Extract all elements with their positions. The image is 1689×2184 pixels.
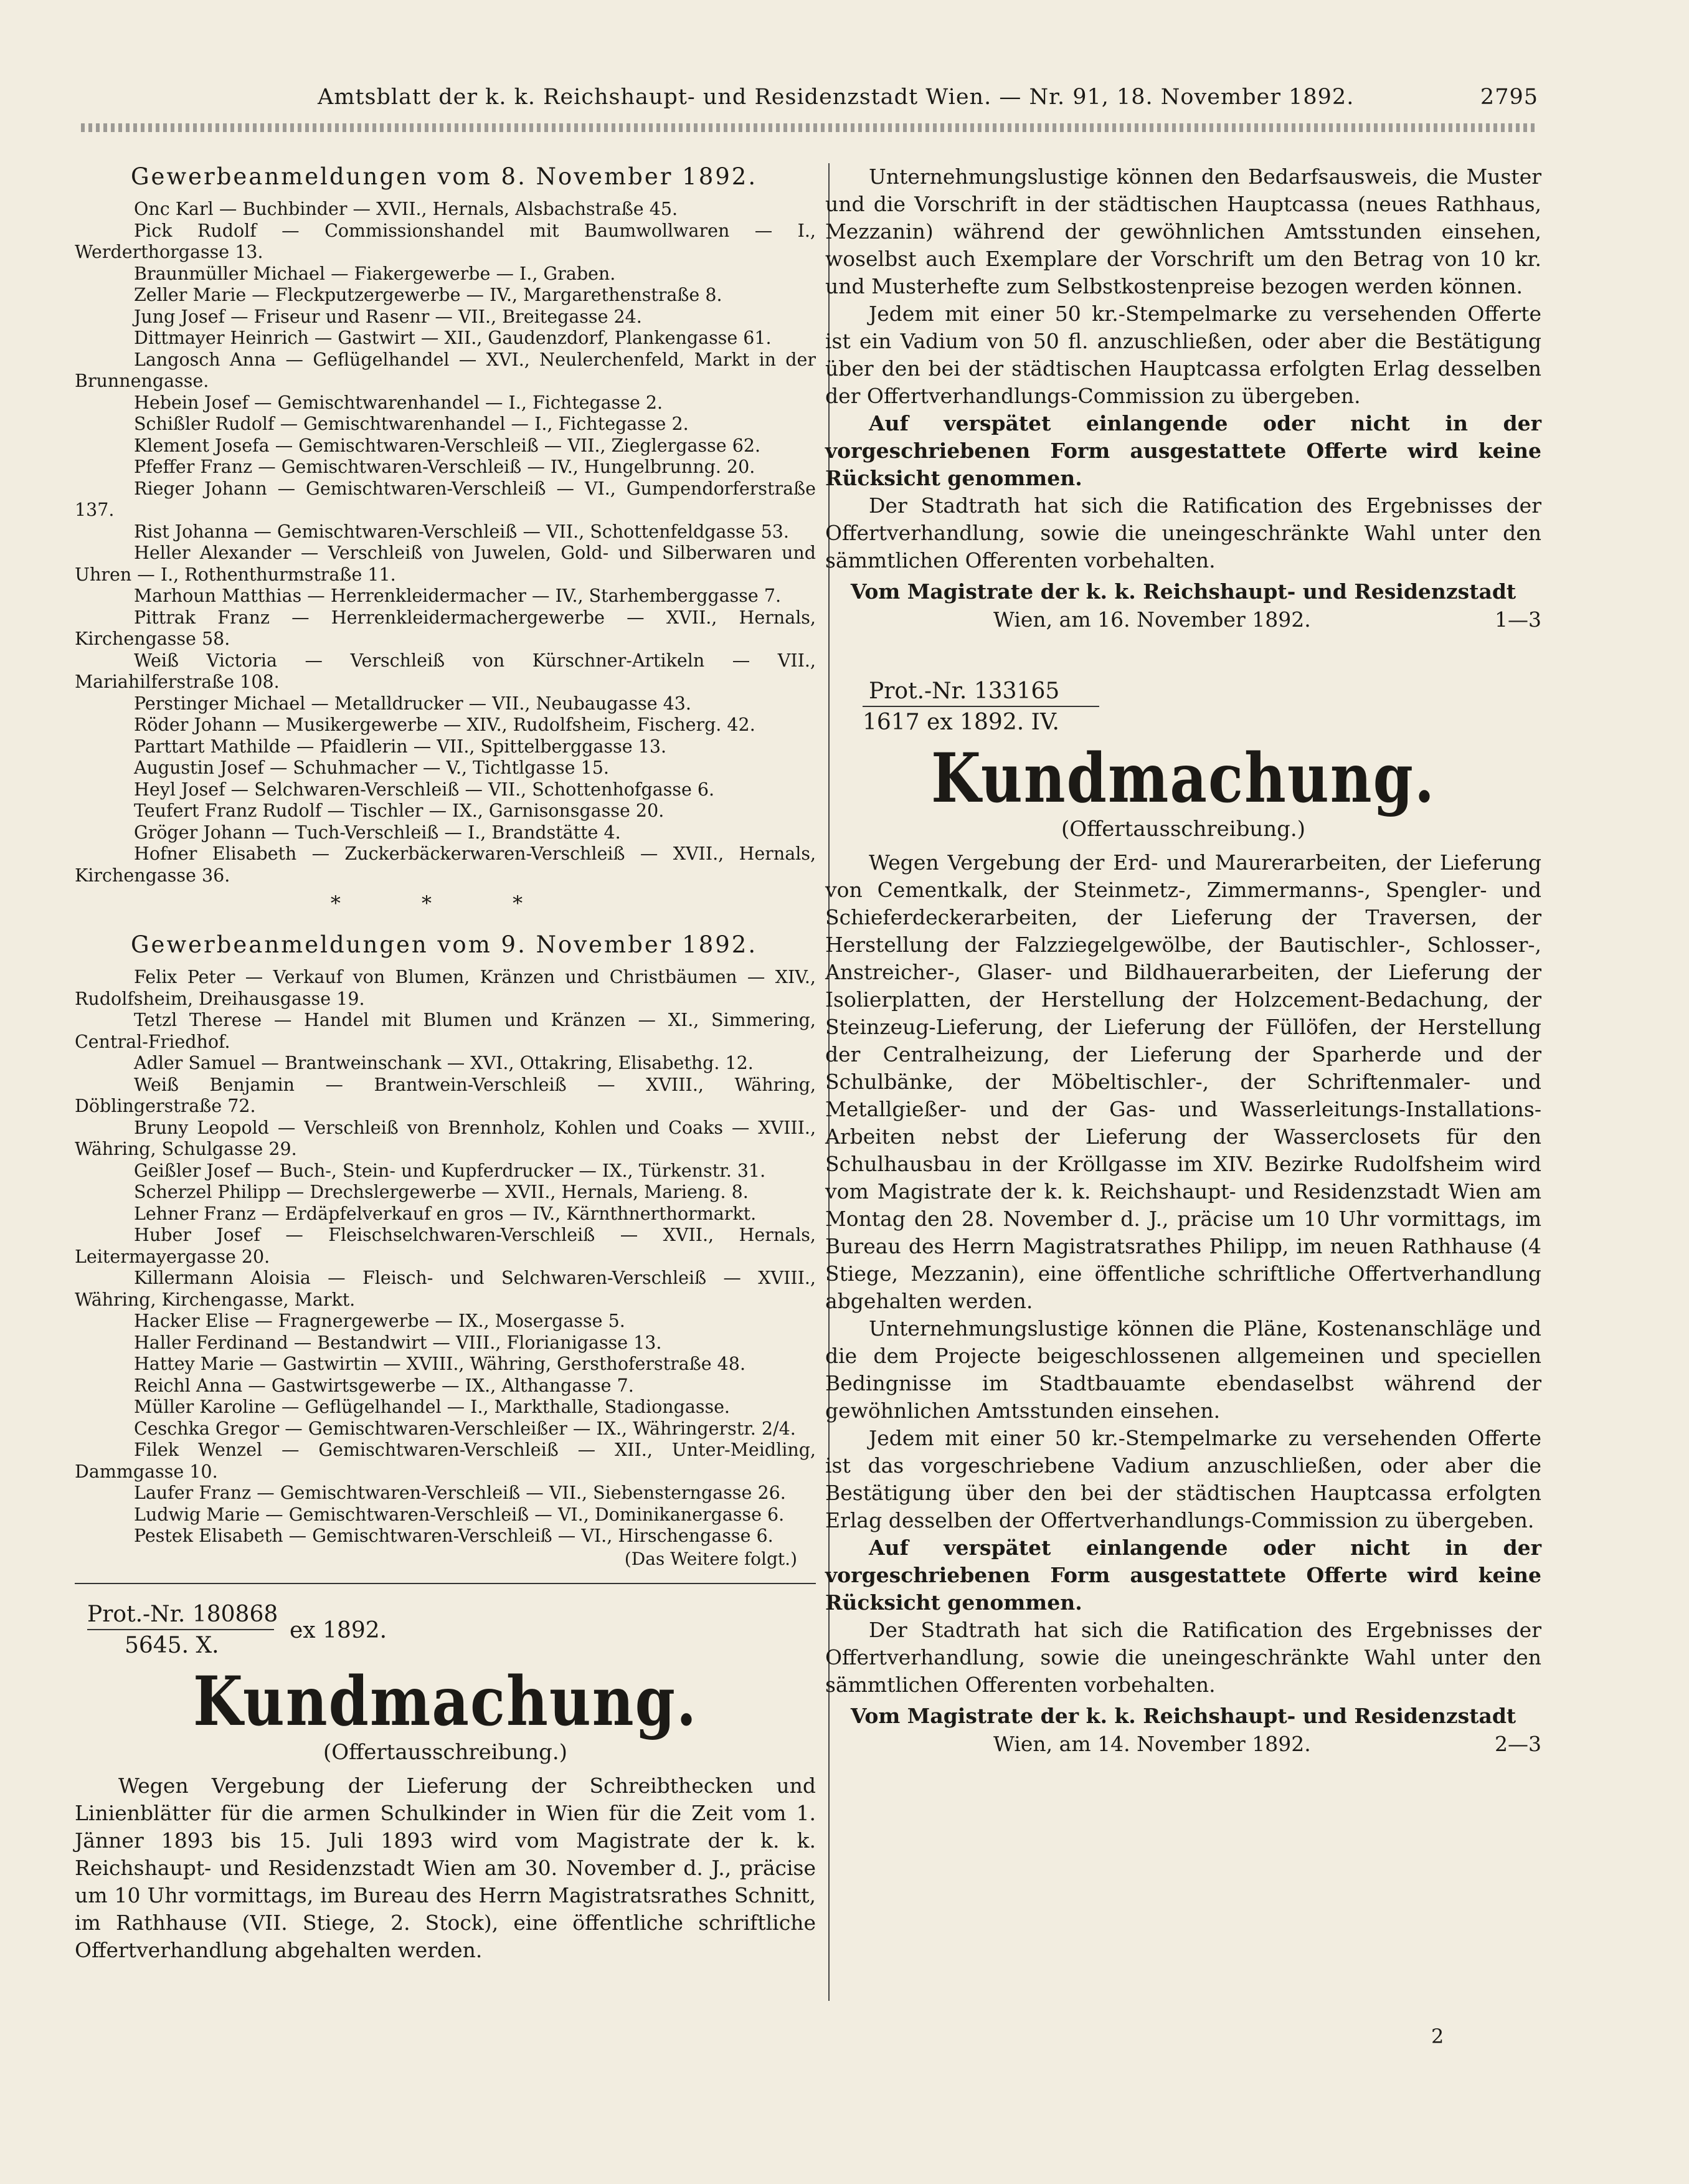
list-item: Pestek Elisabeth — Gemischtwaren-Verschleiß — VI., Hirschengasse 6. xyxy=(134,1526,774,1546)
list-item: Klement Josefa — Gemischtwaren-Verschleiß — VII., Zieglergasse 62. xyxy=(134,435,761,456)
list-item: Pittrak Franz — Herrenkleidermachergewerbe — XVII., Hernals, Kirchengasse 58. xyxy=(75,607,816,649)
list-item: Gröger Johann — Tuch-Verschleiß — I., Brandstätte 4. xyxy=(134,822,621,843)
notice-continuation-p2: Jedem mit einer 50 kr.-Stempelmarke zu versehenden Offerte ist ein Vadium von 50 fl. anzuschließen, oder aber die Bestätigung über den bei der städtischen Hauptcassa erfolgten Erlag desselben der Offertverhandlungs-Commission zu übergeben. xyxy=(825,301,1541,408)
notice-reference xyxy=(75,1602,816,1664)
list-item: Teufert Franz Rudolf — Tischler — IX., Garnisonsgasse 20. xyxy=(134,800,665,821)
list-item: Rist Johanna — Gemischtwaren-Verschleiß — VII., Schottenfeldgasse 53. xyxy=(134,521,789,542)
list-item: Braunmüller Michael — Fiakergewerbe — I., Graben. xyxy=(134,263,616,284)
notice2-title: Kundmachung. xyxy=(930,738,1436,818)
list-item: Onc Karl — Buchbinder — XVII., Hernals, Alsbachstraße 45. xyxy=(134,199,678,219)
insertion-number: 1—3 xyxy=(1495,607,1541,632)
notice-date-row xyxy=(825,607,1541,635)
continued-note: (Das Weitere folgt.) xyxy=(624,1548,797,1569)
reference-year: ex 1892. xyxy=(290,1617,387,1643)
page-number: 2795 xyxy=(1480,85,1538,110)
list-item: Jung Josef — Friseur und Rasenr — VII., Breitegasse 24. xyxy=(134,306,642,327)
list-item: Ceschka Gregor — Gemischtwaren-Verschleißer — IX., Währingerstr. 2/4. xyxy=(134,1418,796,1439)
list-item: Filek Wenzel — Gemischtwaren-Verschleiß — XII., Unter-Meidling, Dammgasse 10. xyxy=(75,1440,816,1482)
list-item: Parttart Mathilde — Pfaidlerin — VII., Spittelberggasse 13. xyxy=(134,736,667,757)
list-item: Ludwig Marie — Gemischtwaren-Verschleiß — VI., Dominikanergasse 6. xyxy=(134,1504,785,1525)
header-rule xyxy=(81,123,1538,132)
magistrate-signature-2: Vom Magistrate der k. k. Reichshaupt- und Residenzstadt xyxy=(850,1704,1516,1728)
list-item: Bruny Leopold — Verschleiß von Brennholz, Kohlen und Coaks — XVIII., Währing, Schulgasse 29. xyxy=(75,1117,816,1159)
reference-code: 5645. X. xyxy=(125,1632,219,1658)
list-item: Heyl Josef — Selchwaren-Verschleiß — VII., Schottenhofgasse 6. xyxy=(134,779,715,800)
notice2-p3: Jedem mit einer 50 kr.-Stempelmarke zu versehenden Offerte ist das vorgeschriebene Vadium anzuschließen, oder aber die Bestätigung über den bei der städtischen Hauptcassa erfolgten Erlag desselben der Offertverhandlungs-Commission zu übergeben. xyxy=(825,1426,1541,1532)
notice-continuation-p4: Der Stadtrath hat sich die Ratification des Ergebnisses der Offertverhandlung, sowie die uneingeschränkte Wahl unter den sämmtlichen Offerenten vorbehalten. xyxy=(825,493,1541,572)
list-item: Haller Ferdinand — Bestandwirt — VIII., Florianigasse 13. xyxy=(134,1332,662,1353)
section-heading-nov8: Gewerbeanmeldungen vom 8. November 1892. xyxy=(131,163,758,190)
list-item: Reichl Anna — Gastwirtsgewerbe — IX., Althangasse 7. xyxy=(134,1375,634,1396)
notice2-p5: Der Stadtrath hat sich die Ratification des Ergebnisses der Offertverhandlung, sowie die uneingeschränkte Wahl unter den sämmtlichen Offerenten vorbehalten. xyxy=(825,1618,1541,1697)
header-title: Amtsblatt der k. k. Reichshaupt- und Residenzstadt Wien. — Nr. 91, 18. November 1892. xyxy=(318,85,1355,110)
list-item: Röder Johann — Musikergewerbe — XIV., Rudolfsheim, Fischerg. 42. xyxy=(134,715,755,735)
right-column xyxy=(825,163,1541,1759)
list-item: Langosch Anna — Geflügelhandel — XVI., Neulerchenfeld, Markt in der Brunnengasse. xyxy=(75,349,816,391)
list-item: Lehner Franz — Erdäpfelverkauf en gros — IV., Kärnthnerthormarkt. xyxy=(134,1203,757,1224)
notice-date: Wien, am 16. November 1892. xyxy=(993,607,1311,632)
list-item: Geißler Josef — Buch-, Stein- und Kupferdrucker — IX., Türkenstr. 31. xyxy=(134,1160,766,1181)
notice-rule xyxy=(75,1583,816,1584)
spacer xyxy=(825,635,1541,678)
reference-line xyxy=(87,1629,274,1630)
list-item: Hebein Josef — Gemischtwarenhandel — I., Fichtegasse 2. xyxy=(134,392,663,413)
notice-continuation-p1: Unternehmungslustige können den Bedarfsausweis, die Muster und die Vorschrift in der städtischen Hauptcassa (neues Rathhaus, Mezzanin) während der gewöhnlichen Amtsstunden einsehen, woselbst auch Exemplare der Vorschrift um den Betrag von 10 kr. und Musterhefte zum Selbstkostenpreise bezogen werden können. xyxy=(825,164,1541,298)
list-item: Schißler Rudolf — Gemischtwarenhandel — I., Fichtegasse 2. xyxy=(134,414,689,434)
list-item: Weiß Benjamin — Brantwein-Verschleiß — XVIII., Währing, Döblingerstraße 72. xyxy=(75,1074,816,1116)
notice-continuation-p3: Auf verspätet einlangende oder nicht in der vorgeschriebenen Form ausgestattete Offerte wird keine Rücksicht genommen. xyxy=(825,411,1541,490)
notice2-date-row xyxy=(825,1732,1541,1759)
section-separator xyxy=(75,891,816,915)
list-item: Hofner Elisabeth — Zuckerbäckerwaren-Verschleiß — XVII., Hernals, Kirchengasse 36. xyxy=(75,843,816,886)
registration-list-nov9 xyxy=(75,967,816,1547)
notice-body: Wegen Vergebung der Lieferung der Schreibthecken und Linienblätter für die armen Schulkinder in Wien für die Zeit vom 1. Jänner 1893 bis 15. Juli 1893 wird vom Magistrate der k. k. Reichshaupt- und Residenzstadt Wien am 30. November d. J., präcise um 10 Uhr vormittags, im Bureau des Herrn Magistratsrathes Schnitt, im Rathhause (VII. Stiege, 2. Stock), eine öffentliche schriftliche Offertverhandlung abgehalten werden. xyxy=(75,1773,816,1962)
reference-code-2: 1617 ex 1892. IV. xyxy=(863,710,1059,735)
magistrate-signature: Vom Magistrate der k. k. Reichshaupt- und Residenzstadt xyxy=(850,579,1516,604)
list-item: Hacker Elise — Fragnergewerbe — IX., Mosergasse 5. xyxy=(134,1311,625,1331)
notice2-p2: Unternehmungslustige können die Pläne, Kostenanschläge und die dem Projecte beigeschlossenen allgemeinen und speciellen Bedingnisse im Stadtbauamte ebendaselbst während der gewöhnlichen Amtsstunden einsehen. xyxy=(825,1316,1541,1423)
list-item: Adler Samuel — Brantweinschank — XVI., Ottakring, Elisabethg. 12. xyxy=(134,1053,754,1073)
left-column xyxy=(75,163,816,1964)
notice2-reference xyxy=(825,678,1541,741)
list-item: Rieger Johann — Gemischtwaren-Verschleiß — VI., Gumpendorferstraße 137. xyxy=(75,478,816,520)
list-item: Müller Karoline — Geflügelhandel — I., Markthalle, Stadiongasse. xyxy=(134,1397,730,1417)
list-item: Dittmayer Heinrich — Gastwirt — XII., Gaudenzdorf, Plankengasse 61. xyxy=(134,328,772,348)
list-item: Killermann Aloisia — Fleisch- und Selchwaren-Verschleiß — XVIII., Währing, Kirchengasse, Markt. xyxy=(75,1268,816,1310)
notice2-subtitle: (Offertausschreibung.) xyxy=(1061,817,1305,842)
section-heading-nov9: Gewerbeanmeldungen vom 9. November 1892. xyxy=(131,931,758,958)
list-item: Pick Rudolf — Commissionshandel mit Baumwollwaren — I., Werderthorgasse 13. xyxy=(75,220,816,262)
list-item: Weiß Victoria — Verschleiß von Kürschner-Artikeln — VII., Mariahilferstraße 108. xyxy=(75,650,816,692)
protocol-number: Prot.-Nr. 180868 xyxy=(87,1601,278,1627)
list-item: Tetzl Therese — Handel mit Blumen und Kränzen — XI., Simmering, Central-Friedhof. xyxy=(75,1010,816,1052)
list-item: Zeller Marie — Fleckputzergewerbe — IV., Margarethenstraße 8. xyxy=(134,285,722,305)
notice2-date: Wien, am 14. November 1892. xyxy=(993,1732,1311,1756)
list-item: Perstinger Michael — Metalldrucker — VII., Neubaugasse 43. xyxy=(134,693,691,714)
list-item: Pfeffer Franz — Gemischtwaren-Verschleiß — IV., Hungelbrunng. 20. xyxy=(134,457,755,477)
stars-separator: * * * xyxy=(330,891,561,915)
page-header xyxy=(81,85,1538,122)
list-item: Felix Peter — Verkauf von Blumen, Kränzen und Christbäumen — XIV., Rudolfsheim, Dreihausgasse 19. xyxy=(75,967,816,1009)
footer-number: 2 xyxy=(1431,2025,1444,2048)
notice-title: Kundmachung. xyxy=(192,1661,698,1741)
reference-line-2 xyxy=(863,706,1099,707)
list-item: Scherzel Philipp — Drechslergewerbe — XVII., Hernals, Marieng. 8. xyxy=(134,1182,749,1202)
list-item: Hattey Marie — Gastwirtin — XVIII., Währing, Gersthoferstraße 48. xyxy=(134,1354,745,1374)
protocol-number-2: Prot.-Nr. 133165 xyxy=(869,678,1060,704)
list-item: Marhoun Matthias — Herrenkleidermacher — IV., Starhemberggasse 7. xyxy=(134,586,782,606)
insertion-number-2: 2—3 xyxy=(1495,1732,1541,1756)
notice2-body: Wegen Vergebung der Erd- und Maurerarbeiten, der Lieferung von Cementkalk, der Steinmetz-, Zimmermanns-, Spengler- und Schieferdeckerarbeiten, der Lieferung der Traversen, der Herstellung der Falzziegelgewölbe, der Bautischler-, Schlosser-, Anstreicher-, Glaser- und Bildhauerarbeiten, der Lieferung der Isolierplatten, der Herstellung der Holzcement-Bedachung, der Steinzeug-Lieferung, der Lieferung der Füllöfen, der Herstellung der Centralheizung, der Lieferung der Sparherde und der Schulbänke, der Möbeltischler-, der Schriftenmaler- und Metallgießer- und der Gas- und Wasserleitungs-Installations-Arbeiten nebst der Lieferung der Wasserclosets für den Schulhausbau in der Kröllgasse im XIV. Bezirke Rudolfsheim wird vom Magistrate der k. k. Reichshaupt- und Residenzstadt Wien am Montag den 28. November d. J., präcise um 10 Uhr vormittags, im Bureau des Herrn Magistratsrathes Philipp, im neuen Rathhause (4 Stiege, Mezzanin), eine öffentliche schriftliche Offertverhandlung abgehalten werden. xyxy=(825,850,1541,1313)
list-item: Augustin Josef — Schuhmacher — V., Tichtlgasse 15. xyxy=(134,757,609,778)
registration-list-nov8 xyxy=(75,199,816,886)
list-item: Laufer Franz — Gemischtwaren-Verschleiß — VII., Siebensterngasse 26. xyxy=(134,1483,786,1503)
list-item: Heller Alexander — Verschleiß von Juwelen, Gold- und Silberwaren und Uhren — I., Rothenthurmstraße 11. xyxy=(75,543,816,585)
notice2-p4: Auf verspätet einlangende oder nicht in der vorgeschriebenen Form ausgestattete Offerte wird keine Rücksicht genommen. xyxy=(825,1536,1541,1615)
notice-subtitle: (Offertausschreibung.) xyxy=(323,1739,567,1765)
list-item: Huber Josef — Fleischselchwaren-Verschleiß — XVII., Hernals, Leitermayergasse 20. xyxy=(75,1225,816,1267)
